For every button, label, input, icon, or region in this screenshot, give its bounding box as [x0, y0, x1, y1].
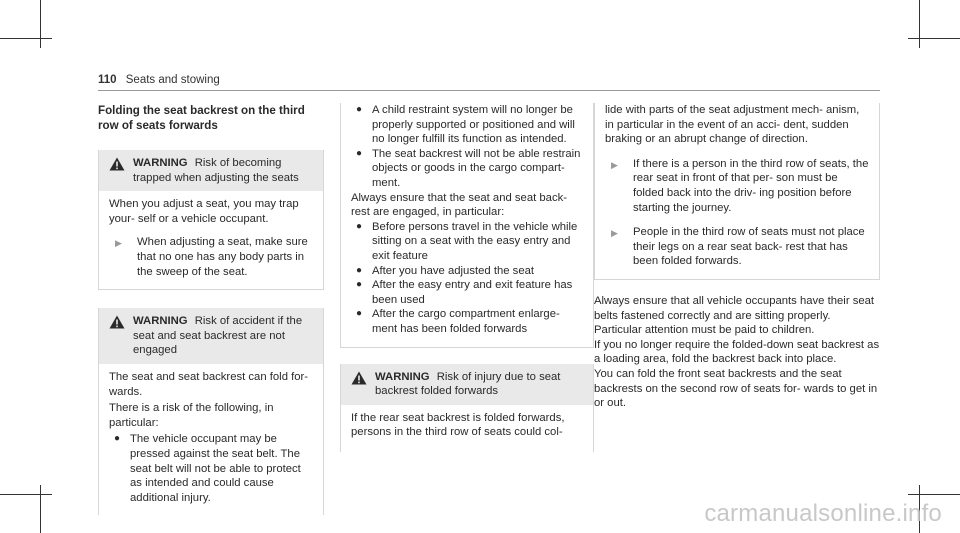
- warning-headline: Risk of accident if the seat and seat backrest are not engaged: [133, 315, 303, 357]
- crop-mark: [0, 494, 52, 495]
- paragraph: If you no longer require the folded-down seat backrest as a loading area, fold the backrest back into place.: [594, 338, 880, 366]
- warning-box: [98, 308, 324, 515]
- section-heading: Folding the seat backrest on the third row of seats forwards: [98, 104, 305, 132]
- list-item-text: The seat backrest will not be able restrain objects or goods in the cargo compart- ment.: [372, 147, 581, 189]
- bullet-icon: ●: [114, 433, 121, 445]
- header-divider: [98, 90, 880, 91]
- page-number: 110: [98, 74, 117, 86]
- warning-header: [99, 308, 323, 364]
- list-item: [109, 432, 315, 505]
- warning-text: When you adjust a seat, you may trap your- self or a vehicle occupant.: [109, 198, 299, 225]
- warning-body: [99, 364, 323, 515]
- step-text: If there is a person in the third row of seats, the rear seat in front of that per- son must be folded back into the driv- ing position before starting the journey.: [633, 157, 869, 214]
- crop-mark: [919, 0, 920, 48]
- list-item-text: Before persons travel in the vehicle while sitting on a seat with the easy entry and exit feature: [372, 220, 578, 262]
- column-3: [594, 103, 880, 411]
- crop-mark: [908, 38, 960, 39]
- list-item: [351, 147, 585, 191]
- crop-mark: [40, 485, 41, 533]
- crop-mark: [0, 38, 52, 39]
- list-item-text: After you have adjusted the seat: [372, 264, 535, 277]
- list-item: [351, 264, 585, 279]
- warning-box: [98, 150, 324, 290]
- warning-text: The seat and seat backrest can fold for- wards.: [109, 370, 309, 398]
- warning-body: [341, 405, 593, 452]
- warning-text: If the rear seat backrest is folded forwards, persons in the third row of seats could col-: [351, 411, 565, 439]
- paragraph: You can fold the front seat backrests and the seat backrests on the second row of seats for- wards to get in or out.: [594, 367, 878, 410]
- section-title: Seats and stowing: [125, 74, 220, 86]
- warning-label: WARNING: [133, 315, 188, 328]
- warning-label: WARNING: [375, 370, 430, 383]
- list-item-text: The vehicle occupant may be pressed against the seat belt. The seat belt will not be able to protect as intended and could cause additional injury.: [130, 433, 301, 504]
- bullet-icon: ●: [356, 279, 363, 291]
- warning-continuation: [340, 103, 594, 348]
- bullet-icon: ●: [356, 308, 363, 320]
- bullet-list: [351, 220, 585, 337]
- warning-text: There is a risk of the following, in particular:: [109, 402, 274, 429]
- warning-box: [340, 364, 594, 452]
- bullet-list: [351, 103, 585, 191]
- page-header: [98, 74, 220, 86]
- instruction-step: [605, 157, 871, 215]
- watermark: carmanualsonline.info: [704, 500, 942, 527]
- column-1: [98, 103, 324, 515]
- warning-header: [341, 364, 593, 405]
- column-2: [340, 103, 594, 452]
- paragraph: Always ensure that the seat and seat back- rest are engaged, in particular:: [351, 191, 568, 219]
- list-item-text: A child restraint system will no longer be properly supported or positioned and will no longer fulfill its function as intended.: [372, 104, 575, 146]
- bullet-icon: ●: [356, 147, 363, 159]
- arrow-right-icon: ▶: [115, 238, 122, 249]
- warning-continuation: [594, 103, 880, 280]
- bullet-icon: ●: [356, 104, 363, 115]
- warning-triangle-icon: [109, 157, 125, 171]
- warning-triangle-icon: [109, 315, 125, 329]
- list-item: [351, 220, 585, 264]
- warning-label: WARNING: [133, 157, 188, 169]
- warning-text: lide with parts of the seat adjustment mech- anism, in particular in the event of an acci- dent, sudden braking or an abrupt change of direction.: [605, 104, 860, 146]
- list-item: [351, 278, 585, 307]
- arrow-right-icon: ▶: [611, 159, 618, 170]
- crop-mark: [908, 494, 960, 495]
- bullet-icon: ●: [356, 220, 363, 232]
- bullet-icon: ●: [356, 264, 363, 276]
- list-item-text: After the cargo compartment enlarge- ment has been folded forwards: [372, 308, 560, 335]
- list-item: [351, 103, 585, 147]
- step-text: When adjusting a seat, make sure that no one has any body parts in the sweep of the seat.: [137, 236, 308, 278]
- paragraph: Always ensure that all vehicle occupants have their seat belts fastened correctly and are sitting properly. Particular attention must be paid to children.: [594, 294, 875, 337]
- instruction-step: [605, 225, 871, 269]
- bullet-list: [109, 432, 315, 505]
- list-item-text: After the easy entry and exit feature has been used: [372, 279, 573, 306]
- crop-mark: [40, 0, 41, 48]
- step-text: People in the third row of seats must not place their legs on a rear seat back- rest that has been folded forwards.: [633, 226, 865, 268]
- warning-headline: Risk of injury due to seat backrest folded forwards: [375, 370, 561, 398]
- list-item: [351, 307, 585, 336]
- arrow-right-icon: ▶: [611, 228, 618, 239]
- warning-headline: Risk of becoming trapped when adjusting the seats: [133, 157, 299, 184]
- warning-triangle-icon: [351, 371, 367, 385]
- warning-header: [99, 150, 323, 191]
- instruction-step: [109, 235, 315, 279]
- warning-body: [99, 191, 323, 289]
